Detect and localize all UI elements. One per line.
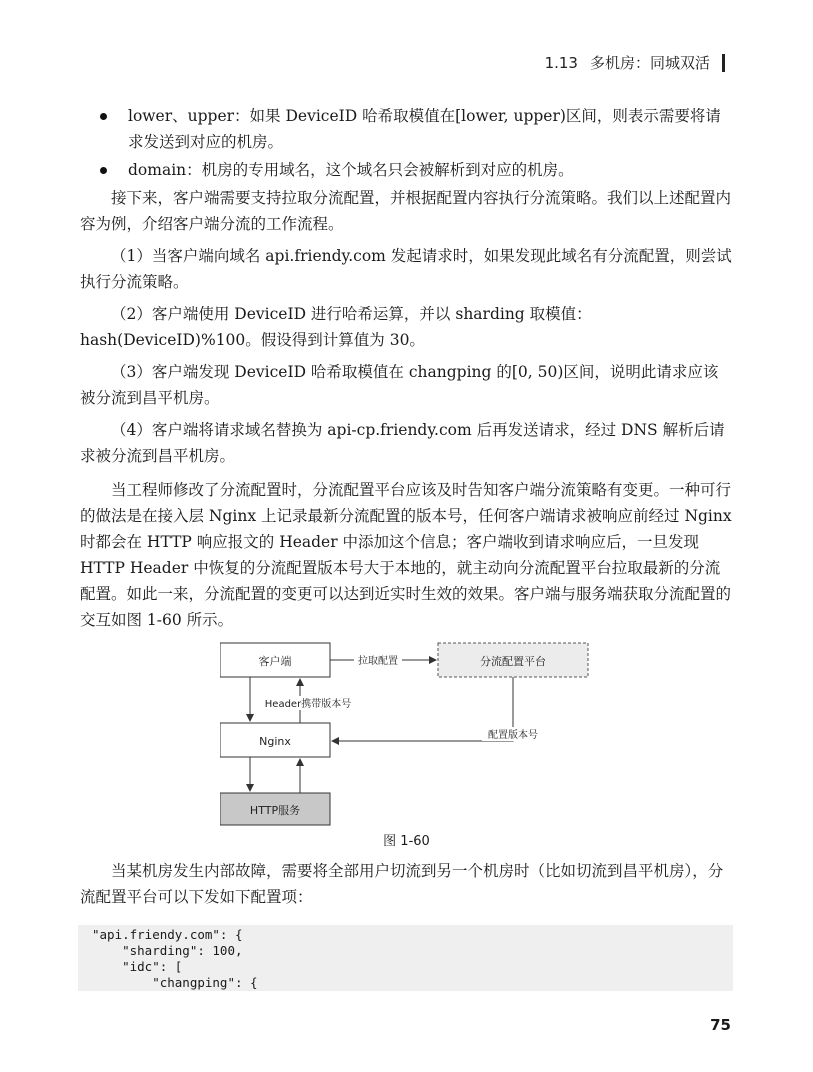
running-header xyxy=(545,52,725,73)
paragraph: （1）当客户端向域名 api.friendy.com 发起请求时，如果发现此域名有分流配置，则尝试执行分流策略。 xyxy=(80,247,732,291)
body-text-top xyxy=(80,185,732,633)
nginx-label: Nginx xyxy=(259,735,291,748)
flow-diagram xyxy=(220,641,600,830)
pull-config-label: 拉取配置 xyxy=(358,656,398,667)
code-line: "idc": [ xyxy=(92,959,183,974)
page-number: 75 xyxy=(710,1016,731,1034)
http-service-label: HTTP服务 xyxy=(249,804,301,817)
paragraph: （4）客户端将请求域名替换为 api-cp.friendy.com 后再发送请求，经过 DNS 解析后请求被分流到昌平机房。 xyxy=(80,421,725,465)
section-number: 1.13 xyxy=(544,53,578,72)
bullet-text: domain：机房的专用域名，这个域名只会被解析到对应的机房。 xyxy=(128,161,574,179)
bullet-list xyxy=(128,103,732,185)
body-text-bottom xyxy=(80,858,732,910)
header-version-label: Header携带版本号 xyxy=(264,699,352,710)
code-line: "api.friendy.com": { xyxy=(92,927,243,942)
header-bar xyxy=(722,54,725,72)
paragraph: （2）客户端使用 DeviceID 进行哈希运算，并以 sharding 取模值：hash(DeviceID)%100。假设得到计算值为 30。 xyxy=(80,305,592,349)
paragraph: 当某机房发生内部故障，需要将全部用户切流到另一个机房时（比如切流到昌平机房），分流配置平台可以下发如下配置项： xyxy=(80,862,724,906)
code-line: "sharding": 100, xyxy=(92,943,243,958)
section-title: 多机房：同城双活 xyxy=(589,54,710,72)
config-version-label: 配置版本号 xyxy=(488,730,538,741)
flow-diagram-svg xyxy=(220,641,600,826)
paragraph: 接下来，客户端需要支持拉取分流配置，并根据配置内容执行分流策略。我们以上述配置内容为例，介绍客户端分流的工作流程。 xyxy=(80,189,732,233)
bullet-item xyxy=(128,103,732,155)
bullet-item xyxy=(128,157,732,183)
code-line: "changping": { xyxy=(92,975,258,990)
paragraph: （3）客户端发现 DeviceID 哈希取模值在 changping 的[0, 50)区间，说明此请求应该被分流到昌平机房。 xyxy=(80,363,719,407)
bullet-dot-icon xyxy=(100,167,107,174)
platform-label: 分流配置平台 xyxy=(480,655,546,668)
figure-caption: 图 1-60 xyxy=(383,834,430,849)
paragraph: 当工程师修改了分流配置时，分流配置平台应该及时告知客户端分流策略有变更。一种可行的做法是在接入层 Nginx 上记录最新分流配置的版本号，任何客户端请求被响应前经过 Nginx 时都会在 HTTP 响应报文的 Header 中添加这个信息；客户端收到请求响应后，一旦发现 HTTP Header 中恢复的分流配置版本号大于本地的，就主动向分流配置平台拉取最新的分流配置。如此一来，分流配置的变更可以达到近实时生效的效果。客户端与服务端获取分流配置的交互如图 1-60 所示。 xyxy=(80,481,732,629)
bullet-dot-icon xyxy=(100,113,107,120)
code-block xyxy=(78,925,733,991)
client-label: 客户端 xyxy=(258,655,292,668)
bullet-text: lower、upper：如果 DeviceID 哈希取模值在[lower, upper)区间，则表示需要将请求发送到对应的机房。 xyxy=(128,107,721,151)
